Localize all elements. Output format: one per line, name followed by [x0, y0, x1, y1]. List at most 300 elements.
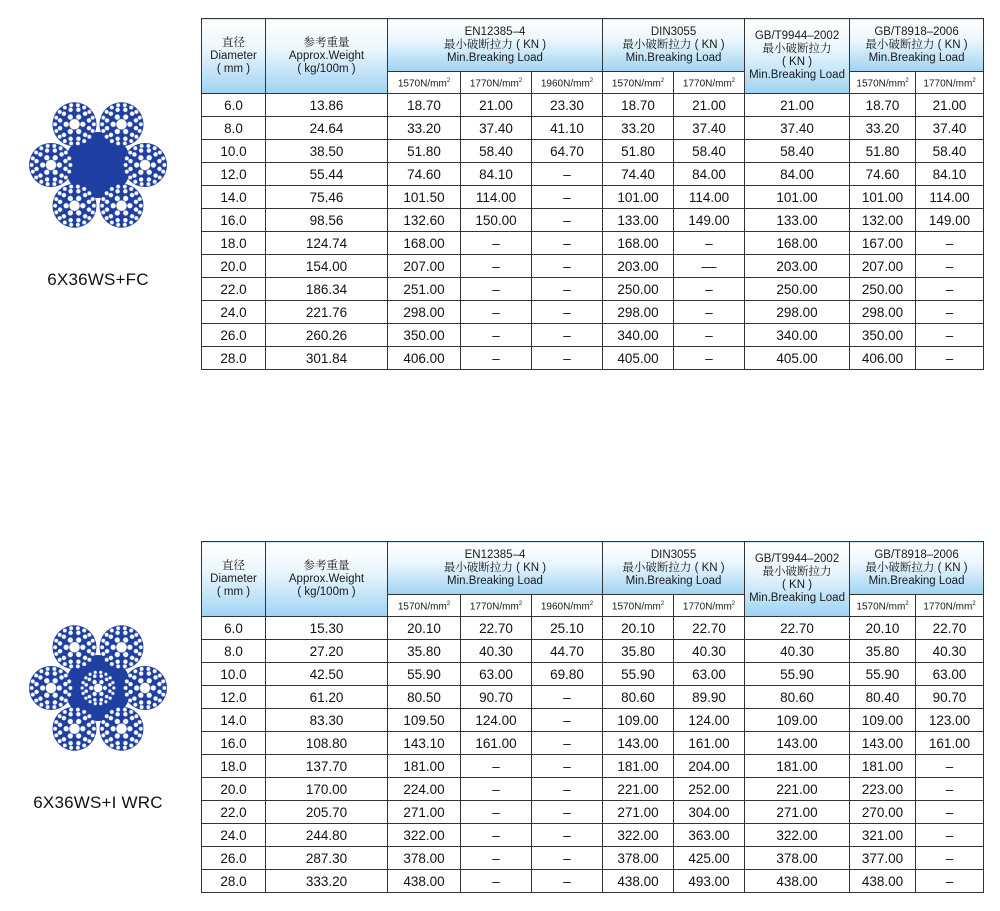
wire — [59, 180, 63, 184]
wire — [58, 191, 62, 195]
wire — [129, 743, 133, 747]
wire — [34, 167, 38, 171]
wire — [147, 671, 151, 675]
wire — [123, 626, 127, 630]
wire — [45, 700, 49, 704]
table-cell: 221.00 — [603, 778, 674, 801]
wire — [111, 681, 114, 684]
table-cell: 168.00 — [603, 232, 674, 255]
wire — [83, 716, 87, 720]
table-cell: 137.70 — [266, 755, 388, 778]
wire — [58, 714, 62, 718]
wire — [132, 696, 136, 700]
header-weight — [266, 19, 388, 94]
table-cell: – — [674, 232, 745, 255]
wire — [146, 705, 150, 709]
wire — [82, 139, 86, 143]
header-gb8918 — [850, 542, 984, 595]
wire — [63, 139, 67, 143]
table-cell: 124.74 — [266, 232, 388, 255]
wire — [53, 678, 58, 683]
wire — [69, 746, 73, 750]
wire — [153, 696, 157, 700]
wire — [110, 220, 114, 224]
wire — [59, 146, 63, 150]
wire — [80, 645, 85, 650]
grade-header — [461, 72, 532, 94]
rope-diagram-iwrc — [18, 613, 178, 813]
table-cell: 224.00 — [388, 778, 461, 801]
wire — [68, 196, 73, 201]
table-cell: 207.00 — [850, 255, 916, 278]
wire — [123, 708, 127, 712]
table-cell: 37.40 — [461, 117, 532, 140]
breaking-load-table — [201, 541, 984, 893]
wire — [134, 207, 138, 211]
grade-header — [674, 72, 745, 94]
wire — [68, 189, 72, 193]
wire — [46, 667, 50, 671]
table-cell: – — [532, 709, 603, 732]
table-cell: 12.0 — [202, 686, 266, 709]
table-cell: 8.0 — [202, 117, 266, 140]
header-text: 参考重量 — [303, 36, 350, 49]
wire — [123, 223, 127, 227]
table-cell: 377.00 — [850, 847, 916, 870]
table-cell: 16.0 — [202, 209, 266, 232]
wire — [53, 645, 57, 649]
table-cell: – — [532, 347, 603, 370]
table-cell: – — [461, 324, 532, 347]
wire — [82, 106, 86, 110]
table-cell: 25.10 — [532, 617, 603, 640]
wire — [87, 126, 91, 130]
wire — [59, 669, 63, 673]
wire — [34, 682, 38, 686]
table-cell: 64.70 — [532, 140, 603, 163]
wire — [133, 669, 137, 673]
wire — [84, 697, 87, 700]
wire — [91, 197, 95, 201]
wire — [130, 133, 134, 137]
table-cell: 378.00 — [603, 847, 674, 870]
wire — [130, 716, 134, 720]
wire — [54, 652, 58, 656]
wire — [63, 629, 67, 633]
table-cell: 186.34 — [266, 278, 388, 301]
table-cell: 21.00 — [745, 94, 850, 117]
wire — [94, 671, 97, 674]
wire — [84, 689, 88, 693]
wire — [157, 690, 161, 694]
table-cell: 143.10 — [388, 732, 461, 755]
table-cell: 20.10 — [388, 617, 461, 640]
wire — [31, 156, 35, 160]
wire — [44, 693, 49, 698]
wire — [123, 652, 128, 657]
wire — [58, 641, 62, 645]
wire — [110, 106, 114, 110]
wire — [140, 667, 144, 671]
table-cell: 250.00 — [603, 278, 674, 301]
table-cell: 143.00 — [850, 732, 916, 755]
wire — [67, 170, 71, 174]
table-cell: – — [461, 755, 532, 778]
grade-exponent: 2 — [660, 600, 665, 607]
table-cell: 55.44 — [266, 163, 388, 186]
wire — [138, 733, 142, 737]
wire — [87, 200, 91, 204]
wire — [116, 141, 120, 145]
table-cell: 84.10 — [461, 163, 532, 186]
wire — [115, 210, 120, 215]
table-cell: 98.56 — [266, 209, 388, 232]
table-cell: 149.00 — [674, 209, 745, 232]
table-cell: – — [532, 163, 603, 186]
table-cell: 350.00 — [850, 324, 916, 347]
table-cell: – — [674, 324, 745, 347]
table-cell: 51.80 — [850, 140, 916, 163]
wire — [92, 680, 96, 684]
table-body — [202, 617, 984, 893]
wire — [125, 170, 129, 174]
wire — [115, 108, 119, 112]
header-text: Min.Breaking Load — [625, 51, 722, 64]
wire — [111, 692, 114, 695]
table-cell: –– — [674, 255, 745, 278]
wire — [58, 207, 62, 211]
table-cell: 251.00 — [388, 278, 461, 301]
wire — [91, 116, 95, 120]
wire — [134, 200, 138, 204]
wire — [76, 719, 81, 724]
header-text: ( mm ) — [216, 62, 251, 75]
wire — [147, 170, 152, 175]
wire — [30, 163, 34, 167]
wire — [44, 678, 49, 683]
table-cell: 22.70 — [916, 617, 984, 640]
wire — [76, 210, 81, 215]
wire — [162, 686, 166, 690]
table-cell: – — [916, 824, 984, 847]
wire — [110, 710, 114, 714]
wire — [138, 197, 142, 201]
table-cell: 109.00 — [745, 709, 850, 732]
wire — [116, 119, 127, 130]
wire — [68, 660, 72, 664]
wire — [127, 122, 132, 127]
table-cell: 161.00 — [916, 732, 984, 755]
wire — [82, 220, 86, 224]
table-row — [202, 163, 984, 186]
table-cell: 260.26 — [266, 324, 388, 347]
wire — [139, 671, 143, 675]
wire — [123, 664, 127, 668]
wire — [146, 144, 150, 148]
wire — [34, 159, 38, 163]
wire — [128, 698, 132, 702]
header-text: Min.Breaking Load — [447, 574, 543, 587]
wire — [46, 160, 57, 171]
wire — [31, 693, 35, 697]
table-cell: 161.00 — [461, 732, 532, 755]
table-cell: – — [916, 324, 984, 347]
wire — [39, 180, 43, 184]
header-text: 最小破断拉力 ( KN ) — [622, 38, 725, 51]
grade-header — [850, 595, 916, 617]
table-cell: 438.00 — [388, 870, 461, 893]
wire — [68, 652, 73, 657]
wire — [76, 741, 80, 745]
rope-cross-section-image — [23, 613, 173, 763]
header-row — [202, 19, 984, 72]
wire — [140, 683, 151, 694]
wire — [105, 200, 109, 204]
wire — [138, 678, 143, 683]
wire — [38, 675, 42, 679]
wire — [45, 671, 49, 675]
table-cell: 35.80 — [850, 640, 916, 663]
wire — [124, 686, 128, 690]
table-cell: – — [532, 686, 603, 709]
table-cell: 18.70 — [603, 94, 674, 117]
table-cell: 14.0 — [202, 186, 266, 209]
wire — [76, 185, 80, 189]
table-cell: 40.30 — [674, 640, 745, 663]
table-cell: – — [916, 870, 984, 893]
wire — [101, 720, 105, 724]
wire — [134, 126, 138, 130]
table-cell: – — [532, 732, 603, 755]
wire — [82, 710, 86, 714]
wire — [87, 633, 91, 637]
wire — [46, 705, 50, 709]
wire — [83, 193, 87, 197]
table-cell: 20.10 — [850, 617, 916, 640]
table-cell: 322.00 — [603, 824, 674, 847]
wire — [53, 148, 57, 152]
table-cell: 26.0 — [202, 847, 266, 870]
wire — [127, 726, 132, 731]
grade-exponent: 2 — [905, 600, 909, 607]
wire — [140, 144, 144, 148]
header-diameter — [202, 19, 266, 94]
wire — [69, 708, 73, 712]
wire — [134, 162, 139, 167]
wire — [69, 141, 73, 145]
table-cell: – — [916, 755, 984, 778]
grade-text: 1570N/mm — [397, 78, 447, 90]
wire — [115, 196, 120, 201]
grade-exponent: 2 — [446, 600, 451, 607]
wire — [62, 716, 66, 720]
table-cell: 205.70 — [266, 801, 388, 824]
table-cell: – — [674, 278, 745, 301]
wire — [39, 703, 43, 707]
header-text: 最小破断拉力 — [762, 43, 832, 55]
table-cell: 287.30 — [266, 847, 388, 870]
wire — [158, 674, 162, 678]
table-cell: 18.70 — [388, 94, 461, 117]
wire — [63, 187, 67, 191]
table-cell: 438.00 — [745, 870, 850, 893]
wire — [115, 631, 119, 635]
wire — [153, 173, 157, 177]
header-text: 最小破断拉力 ( KN ) — [622, 561, 725, 574]
table-cell: 80.40 — [850, 686, 916, 709]
wire — [158, 698, 162, 702]
wire — [151, 162, 156, 167]
wire — [67, 156, 71, 160]
wire — [133, 703, 137, 707]
table-cell: 40.30 — [461, 640, 532, 663]
header-weight — [266, 542, 388, 617]
table-cell: 35.80 — [388, 640, 461, 663]
table-cell: 132.00 — [850, 209, 916, 232]
grade-exponent: 2 — [589, 77, 594, 84]
wire — [64, 151, 68, 155]
wire — [58, 649, 62, 653]
wire — [67, 679, 71, 683]
wire — [153, 669, 157, 673]
wire — [76, 108, 80, 112]
header-row — [202, 542, 984, 595]
wire — [123, 185, 127, 189]
header-text: ( kg/100m ) — [297, 62, 356, 75]
wire — [82, 743, 86, 747]
wire — [129, 187, 133, 191]
header-gb9944 — [745, 19, 850, 94]
grade-text: 1770N/mm — [469, 601, 519, 613]
grade-text: 1570N/mm — [397, 601, 447, 613]
wire — [83, 214, 87, 218]
table-cell: 124.00 — [674, 709, 745, 732]
wire — [138, 210, 142, 214]
wire — [46, 182, 50, 186]
wire — [116, 746, 120, 750]
wire — [128, 175, 132, 179]
wire — [89, 686, 93, 690]
wire — [116, 708, 120, 712]
wire — [138, 155, 143, 160]
table-cell: 38.50 — [266, 140, 388, 163]
wire — [129, 220, 133, 224]
table-cell: 55.90 — [603, 663, 674, 686]
grade-text: 1570N/mm — [611, 78, 661, 90]
header-text: 最小破断拉力 — [762, 566, 832, 578]
wire — [63, 690, 67, 694]
grade-header — [532, 595, 603, 617]
table-cell: 170.00 — [266, 778, 388, 801]
table-cell: 425.00 — [674, 847, 745, 870]
wire — [87, 135, 91, 139]
header-text: 最小破断拉力 ( KN ) — [865, 38, 968, 51]
wire — [87, 658, 91, 662]
grade-exponent: 2 — [660, 77, 665, 84]
table-cell: 298.00 — [850, 301, 916, 324]
wire — [129, 106, 133, 110]
wire — [101, 210, 105, 214]
wire — [92, 204, 96, 208]
table-cell: 15.30 — [266, 617, 388, 640]
wire — [93, 698, 97, 702]
wire — [52, 144, 56, 148]
wire — [105, 207, 109, 211]
wire — [109, 112, 113, 116]
wire — [53, 170, 58, 175]
wire — [69, 119, 80, 130]
wire — [94, 702, 97, 705]
wire — [110, 629, 114, 633]
table-row — [202, 278, 984, 301]
wire — [53, 155, 58, 160]
wire — [91, 652, 95, 656]
header-text: Min.Breaking Load — [625, 574, 722, 587]
wire — [69, 223, 73, 227]
wire — [68, 114, 73, 119]
table-row — [202, 847, 984, 870]
wire — [68, 108, 72, 112]
table-cell: 321.00 — [850, 824, 916, 847]
wire — [123, 129, 128, 134]
wire — [129, 139, 133, 143]
grade-text: 1570N/mm — [856, 601, 906, 613]
table-cell: 252.00 — [674, 778, 745, 801]
wire — [63, 662, 67, 666]
wire — [58, 110, 62, 114]
wire — [116, 200, 127, 211]
wire — [69, 723, 80, 734]
wire — [53, 204, 57, 208]
table-cell: 84.10 — [916, 163, 984, 186]
table-cell: 322.00 — [745, 824, 850, 847]
wire — [62, 737, 66, 741]
table-cell: – — [532, 209, 603, 232]
table-cell: 22.0 — [202, 801, 266, 824]
table-header — [202, 542, 984, 617]
table-cell: 69.80 — [532, 663, 603, 686]
wire — [76, 103, 80, 107]
wire — [105, 723, 109, 727]
table-cell: 10.0 — [202, 140, 266, 163]
wire — [64, 674, 68, 678]
wire — [39, 146, 43, 150]
wire — [87, 730, 91, 734]
header-en12385 — [388, 542, 603, 595]
wire — [134, 658, 138, 662]
header-text: 参考重量 — [303, 559, 350, 572]
table-cell: – — [461, 347, 532, 370]
wire — [139, 177, 143, 181]
wire — [161, 679, 165, 683]
wire — [58, 739, 62, 743]
wire — [68, 129, 73, 134]
wire — [127, 203, 132, 208]
wire — [109, 676, 112, 679]
wire — [140, 705, 144, 709]
wire — [76, 114, 81, 119]
wire — [123, 637, 128, 642]
table-cell: 18.0 — [202, 232, 266, 255]
wire — [91, 639, 95, 643]
wire — [147, 693, 152, 698]
wire — [130, 634, 134, 638]
wire — [101, 116, 105, 120]
wire — [69, 626, 73, 630]
wire — [88, 678, 92, 682]
table-cell: 301.84 — [266, 347, 388, 370]
wire — [147, 148, 151, 152]
